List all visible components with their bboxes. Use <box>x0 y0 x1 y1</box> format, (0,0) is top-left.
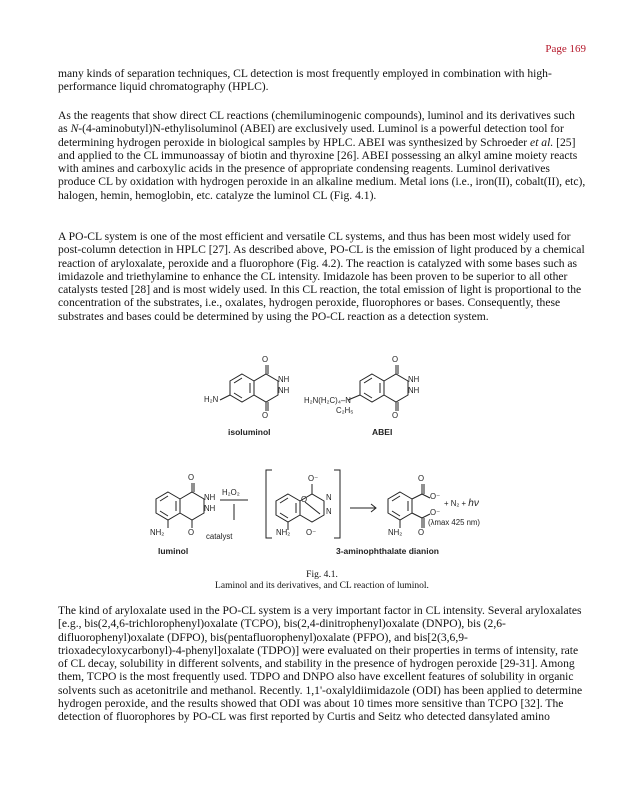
paragraph-1-text: many kinds of separation techniques, CL detection is most frequently employed in combination with high-performance liquid chromatography (HPLC). <box>58 67 552 94</box>
luminol-nh-1: NH <box>204 493 216 502</box>
dianion-o-top: O <box>418 474 425 483</box>
paragraph-2-text-c: [25] and applied to the CL immunoassay of biotin and thyroxine [26]. ABEI possessing an alkyl amine moiety reacts with amines and carboxylic acids in the presence of appropriate condensing reagents. Luminol derivatives produce CL by oxidation with hydrogen peroxide in an alkaline medium. Metal ions (i.e., iron(II), cobalt(II), etc), halogen, hemin, hemoglobin, etc. catalyze the luminol CL (Fig. 4.1). <box>58 135 586 202</box>
reagent-h2o2: H₂O₂ <box>222 488 240 497</box>
luminol-amine: NH₂ <box>150 528 165 537</box>
intermediate-amine: NH₂ <box>276 528 291 537</box>
abei-name: ABEI <box>372 427 393 437</box>
intermediate-n-2: N <box>326 507 332 516</box>
abei-pyridazine-ring <box>384 374 408 402</box>
dianion-amine: NH₂ <box>388 528 403 537</box>
luminol-nh-2: NH <box>204 504 216 513</box>
abei-nh-2: NH <box>408 386 420 395</box>
intermediate-n-1: N <box>326 493 332 502</box>
paragraph-4 <box>58 604 586 724</box>
dianion-name: 3-aminophthalate dianion <box>336 546 439 556</box>
paragraph-3-text: A PO-CL system is one of the most efficient and versatile CL systems, and thus has been most widely used for post-column detection in HPLC [27]. As described above, PO-CL is the emission of light produced by a chemical reaction of aryloxalate, peroxide and a fluorophore (Fig. 4.2). The reaction is catalyzed with some bases such as imidazole and triethylamine to enhance the CL intensity. Imidazole has been proven to be superior to all other catalysts tested [28] and is most widely used. In this CL reaction, the total emission of light is proportional to the concentration of the substrates, i.e., oxalates, hydrogen peroxide, fluorophores or bases. Consequently, these substrates and bases could be determined by using the PO-CL reaction as a detection system. <box>58 230 585 323</box>
isoluminol-o-bottom: O <box>262 411 269 420</box>
abei-nh-1: NH <box>408 375 420 384</box>
luminol-o-top: O <box>188 473 195 482</box>
figure-drawing <box>150 352 490 564</box>
page-number: Page 169 <box>545 43 586 55</box>
figure-caption-text: Laminol and its derivatives, and CL reaction of luminol. <box>215 581 429 591</box>
isoluminol-pyridazine-ring <box>254 374 278 402</box>
isoluminol-name: isoluminol <box>228 427 271 437</box>
products-text: + N₂ + <box>444 499 469 508</box>
paragraph-2-italic-etal: et al. <box>530 135 554 149</box>
intermediate-o-minus-bottom: O⁻ <box>306 528 317 537</box>
left-bracket <box>266 470 272 538</box>
abei-o-top: O <box>392 355 399 364</box>
paragraph-1 <box>58 67 586 94</box>
paragraph-4-text: The kind of aryloxalate used in the PO-CL system is a very important factor in CL intensity. Several aryloxalates [e.g., bis(2,4,6-trichlorophenyl)oxalate (TCPO), bis(2,4-dinitrophenyl)oxalate (DNPO), bis (2,6-difluorophenyl)oxalate (DFPO), bis(pentafluorophenyl)oxalate (PFPO), and bis[2(3,6,9-trioxadecyloxycarbonyl)-4-phenyl]oxalate (TDPO)] were evaluated on their properties in terms of intensity, rate of CL decay, solubility in different solvents, and stability in the presence of hydrogen peroxide [29-31]. Among them, TCPO is the most frequently used. TDPO and DNPO also have excellent features of solubility in organic solvents such as acetonitrile and methanol. Recently. 1,1'-oxalyldiimidazole (ODI) has been applied to determine hydrogen peroxide, and the results showed that ODI was about 10 times more sensitive than TCPO [32]. The detection of fluorophores by PO-CL was first reported by Curtis and Seitz who detected dansylated amino <box>58 604 583 724</box>
abei-ethyl: C₂H₅ <box>336 406 354 415</box>
isoluminol-nh-1: NH <box>278 375 290 384</box>
right-bracket <box>334 470 340 538</box>
paragraph-3 <box>58 230 586 323</box>
abei-o-bottom: O <box>392 411 399 420</box>
luminol-pyridazine-ring <box>180 492 204 520</box>
isoluminol-o-top: O <box>262 355 269 364</box>
products-hv: hν <box>468 498 479 509</box>
paragraph-2 <box>58 109 586 202</box>
lambda-max: (λmax 425 nm) <box>428 518 480 527</box>
dianion-o-bottom: O <box>418 528 425 537</box>
paragraph-2-text-a: As the reagents that show direct CL reactions (chemiluminogenic compounds), luminol and its derivatives such as <box>58 109 575 136</box>
dianion-o-minus-1: O⁻ <box>430 492 441 501</box>
paragraph-2-text-b: -(4-aminobutyl)N-ethylisoluminol (ABEI) are exclusively used. Luminol is a powerful detection tool for determining hydrogen peroxide in biological samples by HPLC. ABEI was synthesized by Schroeder <box>58 122 564 149</box>
paragraph-2-italic-n: N <box>70 122 79 136</box>
abei-chain: H₂N(H₂C)₄–N <box>304 396 351 405</box>
reagent-catalyst: catalyst <box>206 532 233 541</box>
figure-4-1 <box>150 352 490 564</box>
isoluminol-nh-2: NH <box>278 386 290 395</box>
dianion-o-minus-2: O⁻ <box>430 508 441 517</box>
isoluminol-amine: H₂N <box>204 395 219 404</box>
products-nitrogen <box>444 498 479 509</box>
intermediate-o-peroxide: O <box>301 495 308 504</box>
luminol-o-bottom: O <box>188 528 195 537</box>
figure-caption-number: Fig. 4.1. <box>306 570 338 580</box>
intermediate-o-minus-top: O⁻ <box>308 474 319 483</box>
luminol-name: luminol <box>158 546 189 556</box>
